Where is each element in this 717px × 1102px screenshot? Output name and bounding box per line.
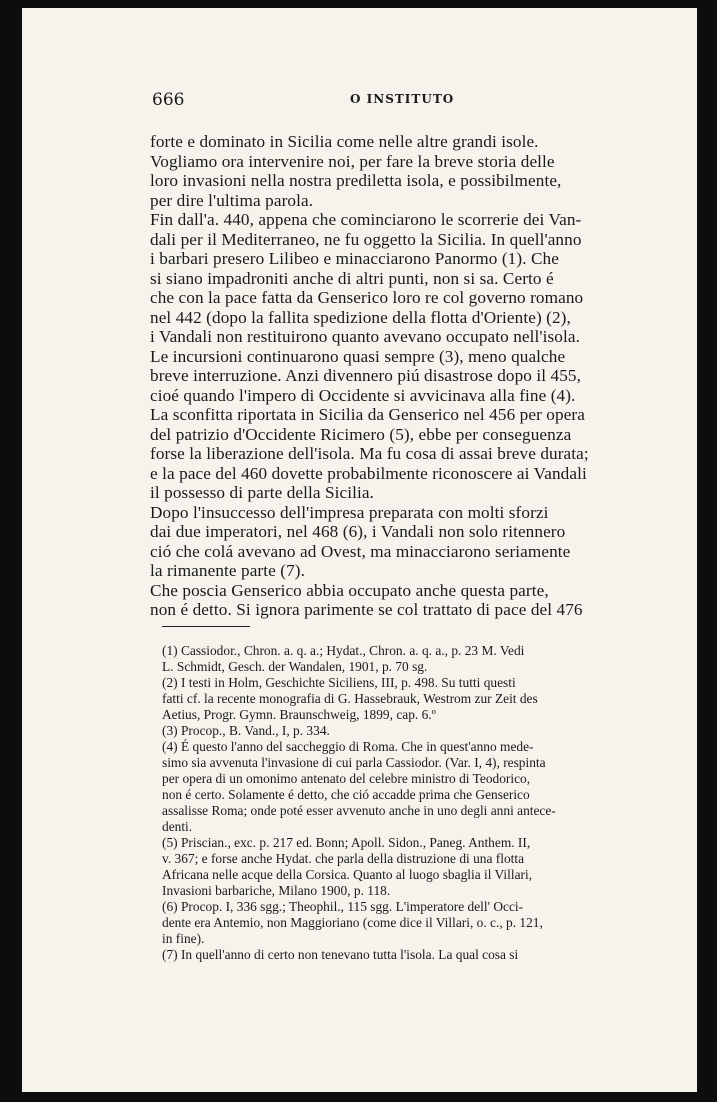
footnote-line: in fine).: [162, 931, 205, 946]
footnote-line: assalisse Roma; onde poté esser avvenuto anche in uno degli anni antece-: [162, 803, 556, 818]
footnote-line: Africana nelle acque della Corsica. Quanto al luogo sbaglia il Villari,: [162, 867, 533, 882]
footnotes: [162, 643, 637, 963]
body-line: Che poscia Genserico abbia occupato anche questa parte,: [150, 580, 549, 600]
footnote-line: dente era Antemio, non Maggioriano (come dice il Villari, o. c., p. 121,: [162, 915, 543, 930]
page-content: [150, 88, 635, 962]
body-line: nel 442 (dopo la fallita spedizione della flotta d'Oriente) (2),: [150, 307, 571, 327]
scan-border-right: [697, 0, 717, 1102]
body-line: forte e dominato in Sicilia come nelle altre grandi isole.: [150, 132, 539, 151]
footnote-line: L. Schmidt, Gesch. der Wandalen, 1901, p. 70 sg.: [162, 659, 428, 674]
body-line: forse la liberazione dell'isola. Ma fu cosa di assai breve durata;: [150, 444, 589, 463]
footnote-line: (3) Procop., B. Vand., I, p. 334.: [162, 723, 330, 738]
footnote-line: v. 367; e forse anche Hydat. che parla della distruzione di una flotta: [162, 851, 525, 866]
body-line: Le incursioni continuarono quasi sempre (3), meno qualche: [150, 346, 566, 366]
footnote-line: per opera di un omonimo antenato del celebre ministro di Teodorico,: [162, 771, 531, 786]
body-line: ció che colá avevano ad Ovest, ma minacciarono seriamente: [150, 541, 571, 561]
body-text: [150, 132, 635, 620]
body-line: cioé quando l'impero di Occidente si avvicinava alla fine (4).: [150, 385, 576, 405]
footnote-line: (4) É questo l'anno del saccheggio di Roma. Che in quest'anno mede-: [162, 739, 534, 754]
footnote-line: fatti cf. la recente monografia di G. Hassebrauk, Westrom zur Zeit des: [162, 691, 538, 706]
body-line: che con la pace fatta da Genserico loro re col governo romano: [150, 288, 584, 307]
footnote-line: Aetius, Progr. Gymn. Braunschweig, 1899, cap. 6.º: [162, 707, 436, 722]
body-line: i barbari presero Lilibeo e minacciarono Panormo (1). Che: [150, 249, 559, 268]
footnote-line: (5) Priscian., exc. p. 217 ed. Bonn; Apoll. Sidon., Paneg. Anthem. II,: [162, 835, 531, 850]
page-number: 666: [152, 90, 185, 110]
body-line: il possesso di parte della Sicilia.: [150, 483, 375, 502]
footnote-line: denti.: [162, 819, 193, 834]
footnote-line: simo sia avvenuta l'invasione di cui parla Cassiodor. (Var. I, 4), respinta: [162, 755, 546, 770]
body-line: la rimanente parte (7).: [150, 561, 305, 580]
body-line: dai due imperatori, nel 468 (6), i Vandali non solo ritennero: [150, 522, 566, 541]
body-line: per dire l'ultima parola.: [150, 190, 314, 210]
body-line: breve interruzione. Anzi divennero piú disastrose dopo il 455,: [150, 366, 582, 385]
body-line: del patrizio d'Occidente Ricimero (5), ebbe per conseguenza: [150, 424, 572, 444]
scan-border-bottom: [0, 1092, 717, 1102]
footnote-rule: [162, 626, 250, 627]
footnote-line: Invasioni barbariche, Milano 1900, p. 118.: [162, 883, 391, 898]
footnote-line: (2) I testi in Holm, Geschichte Siciliens, III, p. 498. Su tutti questi: [162, 675, 516, 690]
footnote-line: (1) Cassiodor., Chron. a. q. a.; Hydat., Chron. a. q. a., p. 23 M. Vedi: [162, 643, 525, 658]
body-line: Vogliamo ora intervenire noi, per fare la breve storia delle: [150, 151, 555, 171]
running-head: O INSTITUTO: [350, 92, 455, 106]
body-line: e la pace del 460 dovette probabilmente riconoscere ai Vandali: [150, 463, 587, 483]
scan-border-left: [0, 0, 22, 1102]
body-line: dali per il Mediterraneo, ne fu oggetto la Sicilia. In quell'anno: [150, 229, 582, 249]
page-header: [150, 88, 635, 114]
body-line: Fin dall'a. 440, appena che cominciarono le scorrerie dei Van-: [150, 210, 582, 229]
body-line: La sconfitta riportata in Sicilia da Genserico nel 456 per opera: [150, 405, 585, 424]
footnote-line: non é certo. Solamente é detto, che ció accadde prima che Genserico: [162, 787, 530, 802]
body-line: si siano impadroniti anche di altri punti, non si sa. Certo é: [150, 268, 554, 288]
footnote-line: (6) Procop. I, 336 sgg.; Theophil., 115 sgg. L'imperatore dell' Occi-: [162, 899, 524, 914]
body-line: loro invasioni nella nostra prediletta isola, e possibilmente,: [150, 171, 562, 190]
body-line: Dopo l'insuccesso dell'impresa preparata con molti sforzi: [150, 502, 549, 522]
footnote-line: (7) In quell'anno di certo non tenevano tutta l'isola. La qual cosa si: [162, 947, 519, 962]
body-line: non é detto. Si ignora parimente se col trattato di pace del 476: [150, 600, 583, 619]
body-line: i Vandali non restituirono quanto avevano occupato nell'isola.: [150, 327, 580, 346]
scan-border-top: [0, 0, 717, 8]
